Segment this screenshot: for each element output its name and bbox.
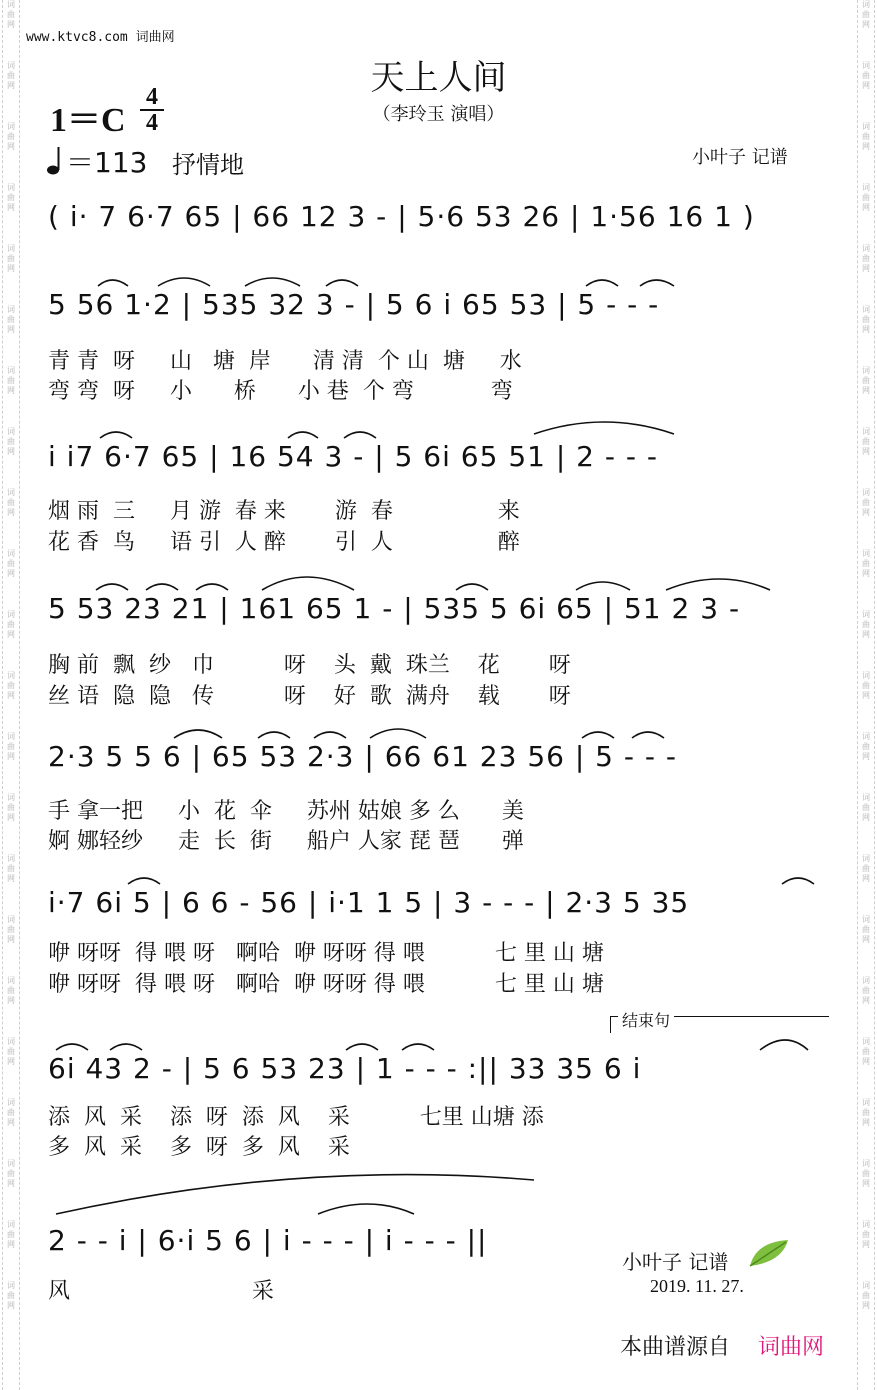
watermark-char: 曲 [7,1108,15,1117]
watermark-char: 曲 [7,620,15,629]
watermark-char: 网 [862,508,870,517]
watermark-char: 曲 [862,254,870,263]
watermark-char: 网 [7,1179,15,1188]
watermark-char: 网 [862,20,870,29]
watermark-char: 网 [7,447,15,456]
watermark-char: 网 [862,813,870,822]
slur-arc [402,1044,434,1050]
lyric-line: 胸 前 飘 纱 巾 呀 头 戴 珠兰 花 呀 [48,653,571,678]
watermark-char: 词 [7,976,15,985]
slur-arc [146,584,178,590]
watermark-char: 曲 [7,132,15,141]
watermark-char: 词 [862,0,870,9]
lyric-line: 风 采 [48,1279,274,1304]
notation-line: 2 - - i | 6·i 5 6 | i - - - | i - - - || [48,1224,488,1257]
watermark-char: 网 [862,1240,870,1249]
slur-arc [582,732,614,738]
signature-date: 2019. 11. 27. [650,1276,744,1296]
watermark-char: 曲 [862,925,870,934]
watermark-char: 词 [862,1220,870,1229]
watermark-char: 词 [862,427,870,436]
watermark-char: 曲 [862,681,870,690]
watermark-char: 曲 [7,742,15,751]
lyric-line: 丝 语 隐 隐 传 呀 好 歌 满舟 载 呀 [48,684,571,709]
slur-arc [370,729,426,738]
watermark-char: 曲 [7,10,15,19]
watermark-char: 词 [862,1159,870,1168]
watermark-char: 曲 [862,193,870,202]
expression-marking: 抒情地 [172,151,244,179]
watermark-char: 网 [7,1240,15,1249]
watermark-char: 词 [862,610,870,619]
watermark-char: 网 [7,569,15,578]
slur-arc [456,584,488,590]
lyric-line: 咿 呀呀 得 喂 呀 啊哈 咿 呀呀 得 喂 七 里 山 塘 [48,972,604,997]
slur-arc [110,1044,142,1050]
notation-line: i i7 6·7 65 | 16 54 3 - | 5 6i 65 51 | 2 - - - [48,440,659,473]
watermark-char: 曲 [862,803,870,812]
watermark-char: 曲 [7,437,15,446]
key-signature: 1＝C [50,102,126,139]
slur-arc [245,278,300,286]
watermark-char: 词 [862,976,870,985]
watermark-char: 词 [7,549,15,558]
watermark-char: 词 [862,366,870,375]
watermark-char: 词 [7,732,15,741]
time-sig-bottom: 4 [146,110,158,136]
watermark-char: 词 [862,732,870,741]
lyric-line: 咿 呀呀 得 喂 呀 啊哈 咿 呀呀 得 喂 七 里 山 塘 [48,941,604,966]
watermark-char: 网 [862,81,870,90]
watermark-char: 词 [7,671,15,680]
watermark-char: 词 [862,1098,870,1107]
time-sig-top: 4 [146,84,158,110]
slur-arc [100,432,132,438]
watermark-char: 网 [862,935,870,944]
slur-arc [534,422,674,434]
watermark-char: 词 [7,427,15,436]
watermark-char: 网 [7,1301,15,1310]
watermark-char: 词 [7,366,15,375]
lyric-line: 青 青 呀 山 塘 岸 清 清 个 山 塘 水 [48,349,522,374]
lyric-line: 烟 雨 三 月 游 春 来 游 春 来 [48,499,520,524]
slur-arc [196,584,228,590]
watermark-char: 网 [7,1118,15,1127]
watermark-char: 曲 [7,1291,15,1300]
slur-arc [128,878,160,884]
watermark-char: 网 [7,203,15,212]
slur-arc [782,878,814,884]
leaf-icon [746,1236,792,1270]
slur-arc [288,432,318,438]
watermark-char: 网 [7,752,15,761]
song-title: 天上人间 [370,58,507,98]
watermark-char: 词 [7,854,15,863]
watermark-char: 词 [862,671,870,680]
watermark-char: 网 [862,1301,870,1310]
watermark-char: 网 [7,813,15,822]
watermark-char: 网 [7,996,15,1005]
watermark-char: 网 [7,691,15,700]
watermark-char: 词 [7,1281,15,1290]
watermark-char: 曲 [7,1230,15,1239]
watermark-char: 网 [862,1179,870,1188]
watermark-char: 曲 [862,498,870,507]
ending-label: 结束句 [618,1008,674,1031]
watermark-char: 词 [7,793,15,802]
notation-line: ( i· 7 6·7 65 | 66 12 3 - | 5·6 53 26 | 1·56 16 1 ) [48,200,755,233]
lyric-line: 手 拿一把 小 花 伞 苏州 姑娘 多 么 美 [48,799,524,824]
watermark-char: 曲 [862,1230,870,1239]
watermark-char: 曲 [862,1108,870,1117]
watermark-char: 网 [862,630,870,639]
slur-arc [96,584,128,590]
watermark-char: 词 [862,1037,870,1046]
watermark-char: 曲 [7,254,15,263]
slur-arc [56,1175,534,1214]
watermark-char: 曲 [862,1169,870,1178]
watermark-char: 网 [862,142,870,151]
watermark-char: 网 [862,691,870,700]
watermark-char: 曲 [7,315,15,324]
watermark-char: 网 [862,264,870,273]
slur-arc [318,1204,414,1214]
notation-line: 5 56 1·2 | 535 32 3 - | 5 6 i 65 53 | 5 - - - [48,288,660,321]
watermark-char: 词 [7,1220,15,1229]
lyric-line: 多 风 采 多 呀 多 风 采 [48,1135,350,1160]
watermark-char: 网 [862,1057,870,1066]
slur-arc [586,280,618,286]
watermark-char: 曲 [7,1169,15,1178]
watermark-char: 网 [7,20,15,29]
watermark-char: 网 [862,569,870,578]
slur-arc [326,280,358,286]
watermark-char: 曲 [7,1047,15,1056]
watermark-char: 曲 [862,71,870,80]
watermark-char: 曲 [7,71,15,80]
watermark-char: 词 [7,305,15,314]
tempo-value: ＝113 [66,146,148,179]
watermark-char: 网 [862,996,870,1005]
notation-line: i·7 6i 5 | 6 6 - 56 | i·1 1 5 | 3 - - - | 2·3 5 35 [48,886,690,919]
transcriber-credit: 小叶子 记谱 [692,147,788,168]
watermark-char: 网 [862,325,870,334]
watermark-char: 词 [862,244,870,253]
watermark-char: 词 [7,1098,15,1107]
slur-arc [56,1044,88,1050]
watermark-char: 网 [7,386,15,395]
watermark-char: 词 [7,244,15,253]
watermark-char: 词 [7,1037,15,1046]
footer-site-link[interactable]: 词曲网 [758,1335,825,1360]
slur-arc [346,1044,378,1050]
watermark-char: 词 [862,488,870,497]
watermark-char: 词 [862,1281,870,1290]
watermark-char: 曲 [7,559,15,568]
watermark-char: 曲 [862,132,870,141]
watermark-char: 网 [7,1057,15,1066]
slur-arc [632,732,664,738]
watermark-char: 曲 [862,10,870,19]
watermark-char: 词 [862,305,870,314]
watermark-char: 网 [7,874,15,883]
watermark-char: 曲 [862,742,870,751]
watermark-char: 曲 [862,986,870,995]
watermark-char: 网 [7,325,15,334]
watermark-char: 网 [7,142,15,151]
watermark-char: 网 [7,630,15,639]
watermark-char: 词 [7,183,15,192]
slur-arc [576,582,630,590]
watermark-char: 词 [7,610,15,619]
watermark-char: 词 [862,549,870,558]
watermark-char: 网 [7,264,15,273]
watermark-char: 词 [7,122,15,131]
watermark-char: 曲 [862,559,870,568]
watermark-char: 曲 [862,437,870,446]
watermark-char: 网 [7,935,15,944]
watermark-char: 词 [7,488,15,497]
watermark-char: 曲 [7,925,15,934]
slur-arc [760,1040,808,1050]
watermark-char: 词 [7,915,15,924]
watermark-char: 词 [862,122,870,131]
watermark-char: 曲 [862,1047,870,1056]
watermark-char: 曲 [7,864,15,873]
watermark-char: 网 [862,1118,870,1127]
watermark-char: 网 [7,81,15,90]
watermark-char: 曲 [862,376,870,385]
notation-line: 2·3 5 5 6 | 65 53 2·3 | 66 61 23 56 | 5 - - - [48,740,678,773]
site-url[interactable]: www.ktvc8.com 词曲网 [26,30,175,45]
watermark-char: 网 [862,874,870,883]
watermark-char: 曲 [7,376,15,385]
notation-line: 5 53 23 21 | 161 65 1 - | 535 5 6i 65 | 51 2 3 - [48,592,741,625]
watermark-char: 曲 [7,193,15,202]
watermark-char: 曲 [7,681,15,690]
footer-source-label: 本曲谱源自 [620,1335,731,1360]
watermark-char: 词 [7,0,15,9]
watermark-char: 词 [7,1159,15,1168]
watermark-char: 网 [862,447,870,456]
lyric-line: 婀 娜轻纱 走 长 街 船户 人家 琵 琶 弹 [48,829,524,854]
slur-arc [158,278,210,286]
watermark-char: 词 [862,793,870,802]
watermark-char: 词 [862,854,870,863]
watermark-char: 曲 [862,315,870,324]
watermark-char: 曲 [862,864,870,873]
slur-arc [344,432,376,438]
watermark-char: 网 [862,203,870,212]
watermark-char: 网 [7,508,15,517]
watermark-char: 词 [862,915,870,924]
slur-arc [666,579,770,590]
watermark-char: 曲 [862,1291,870,1300]
watermark-char: 词 [7,61,15,70]
signature-name: 小叶子 记谱 [622,1250,729,1274]
lyric-line: 添 风 采 添 呀 添 风 采 七里 山塘 添 [48,1105,544,1130]
watermark-char: 曲 [7,498,15,507]
watermark-char: 曲 [7,986,15,995]
watermark-char: 网 [862,752,870,761]
slur-arc [98,280,128,286]
watermark-char: 词 [862,183,870,192]
watermark-char: 曲 [862,620,870,629]
watermark-char: 词 [862,61,870,70]
watermark-char: 网 [862,386,870,395]
watermark-char: 曲 [7,803,15,812]
slur-arc [262,577,354,590]
slur-arc [258,732,290,738]
notation-line: 6i 43 2 - | 5 6 53 23 | 1 - - - :|| 33 35 6 i [48,1052,642,1085]
lyric-line: 花 香 鸟 语 引 人 醉 引 人 醉 [48,530,520,555]
slur-arc [174,730,222,738]
slur-arc [640,280,674,286]
lyric-line: 弯 弯 呀 小 桥 小 巷 个 弯 弯 [48,379,513,404]
singer-credit: （李玲玉 演唱） [372,104,505,125]
slur-arc [314,732,346,738]
